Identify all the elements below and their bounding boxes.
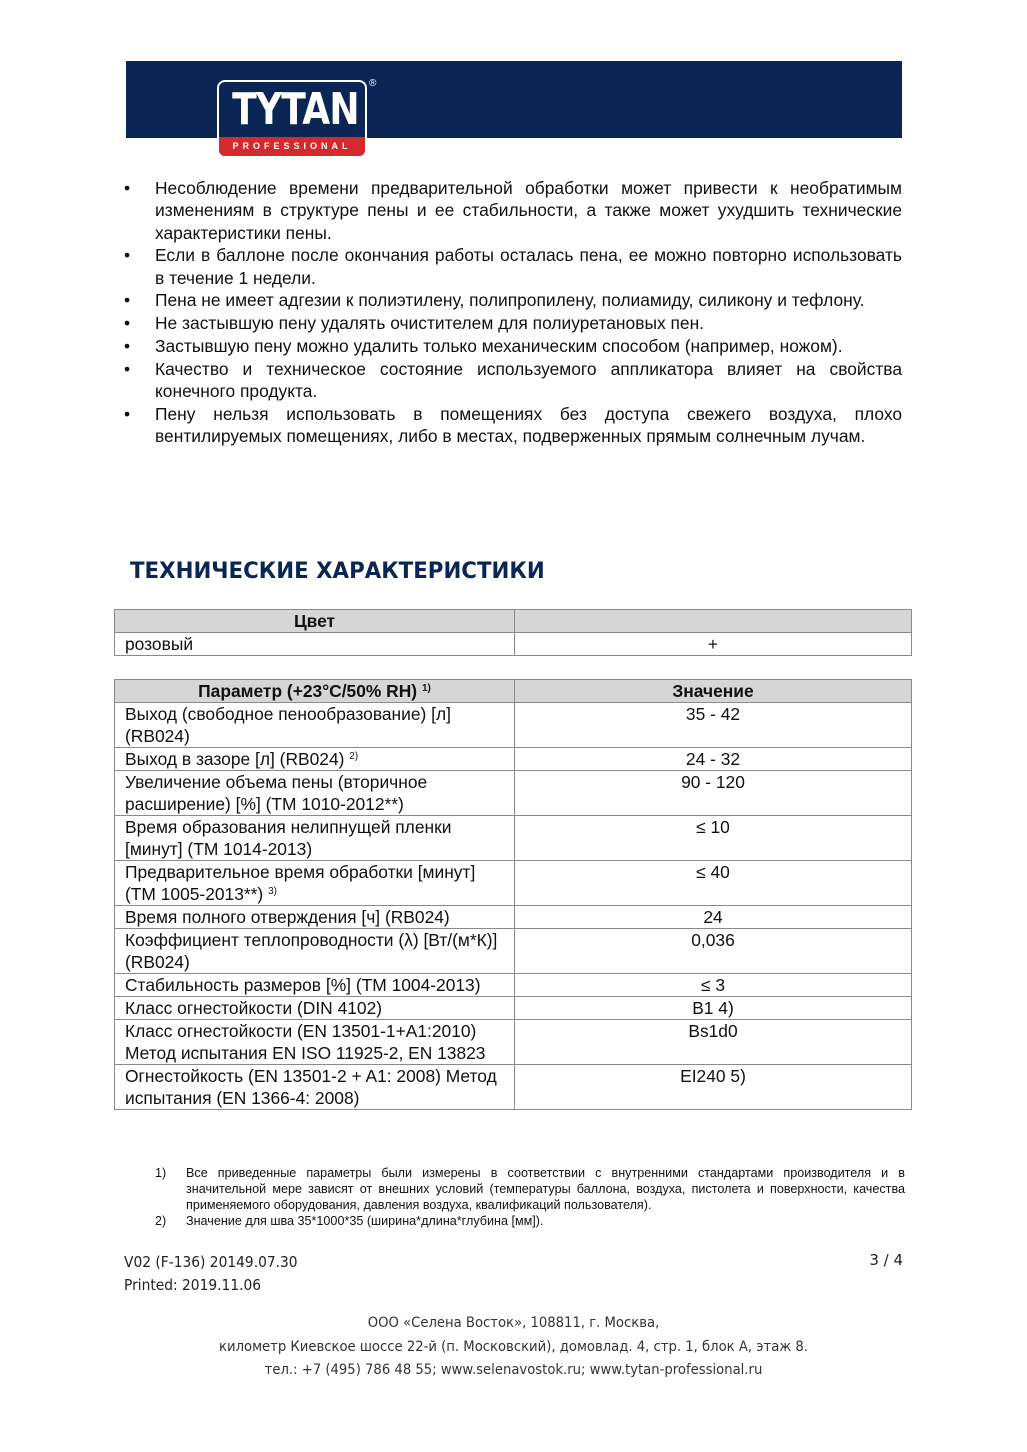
footnote (155, 1213, 905, 1229)
printed-date: Printed: 2019.11.06 (124, 1276, 262, 1294)
table-row (115, 1065, 912, 1110)
list-item-text: Пена не имеет адгезии к полиэтилену, полипропилену, полиамиду, силикону и тефлону. (155, 290, 865, 311)
parameter-cell (115, 771, 515, 816)
list-item-text: Застывшую пену можно удалить только механическим способом (например, ножом). (155, 336, 843, 357)
table-row (115, 633, 912, 656)
notes-list (124, 177, 902, 448)
table-row (115, 748, 912, 771)
color-name-cell: розовый (115, 633, 515, 656)
list-item (124, 177, 902, 244)
table-row (115, 703, 912, 748)
table-row (115, 771, 912, 816)
page-number: 3 / 4 (869, 1251, 903, 1269)
value-cell: Bs1d0 (515, 1020, 912, 1065)
spec-table (114, 679, 912, 1110)
value-cell: 24 (515, 906, 912, 929)
bullet-icon: • (124, 358, 131, 379)
footnote-ref: 2) (349, 751, 359, 762)
company-line: ООО «Селена Восток», 108811, г. Москва, (367, 1315, 660, 1331)
company-line: тел.: +7 (495) 786 48 55; www.selenavostok.ru; www.tytan-professional.ru (264, 1362, 763, 1378)
table-row (115, 816, 912, 861)
column-header-empty (515, 610, 912, 633)
company-line: километр Киевское шоссе 22-й (п. Московский), домовлад. 4, стр. 1, блок А, этаж 8. (219, 1338, 808, 1355)
parameter-text: Коэффициент теплопроводности (λ) [Вт/(м*К)] (RB024) (125, 930, 498, 972)
bullet-icon: • (124, 290, 131, 311)
value-cell: ≤ 40 (515, 861, 912, 906)
table-header-row (115, 680, 912, 703)
list-item (124, 244, 902, 289)
column-header-value: Значение (515, 680, 912, 703)
parameter-cell (115, 703, 515, 748)
table-row (115, 997, 912, 1020)
value-cell: ≤ 10 (515, 816, 912, 861)
spec-table-body (115, 703, 912, 1110)
list-item (124, 403, 902, 448)
footnote-text: Все приведенные параметры были измерены в соответствии с внутренними стандартами производителя и в значительной мере зависят от внешних условий (температуры баллона, воздуха, пистолета и поверхности, качества применяемого оборудования, давления воздуха, квалификаций пользователя). (186, 1166, 905, 1212)
parameter-cell (115, 861, 515, 906)
bullet-icon: • (124, 313, 131, 334)
value-cell: 35 - 42 (515, 703, 912, 748)
parameter-text: Предварительное время обработки [минут] (TM 1005-2013**) (125, 862, 476, 904)
value-cell: 90 - 120 (515, 771, 912, 816)
value-cell: EI240 5) (515, 1065, 912, 1110)
parameter-cell (115, 997, 515, 1020)
company-info (0, 1312, 1027, 1383)
column-header-parameter (115, 680, 515, 703)
bullet-icon: • (124, 178, 131, 198)
list-item-text: Качество и техническое состояние используемого аппликатора влияет на свойства конечного продукта. (155, 358, 902, 402)
value-cell: B1 4) (515, 997, 912, 1020)
section-title: ТЕХНИЧЕСКИЕ ХАРАКТЕРИСТИКИ (130, 559, 545, 584)
parameter-text: Выход в зазоре [л] (RB024) (125, 749, 345, 769)
footnote-number: 1) (155, 1166, 167, 1180)
logo-text: TYTAN (232, 84, 359, 135)
bullet-icon: • (124, 245, 131, 266)
parameter-cell (115, 929, 515, 974)
parameter-cell (115, 816, 515, 861)
parameter-text: Выход (свободное пенообразование) [л] (RB024) (125, 704, 451, 746)
list-item (124, 358, 902, 403)
list-item-text: Пену нельзя использовать в помещениях без доступа свежего воздуха, плохо вентилируемых помещениях, либо в местах, подверженных прямым солнечным лучам. (155, 403, 902, 447)
table-row (115, 1020, 912, 1065)
bullet-icon: • (124, 336, 131, 357)
logo-box (217, 80, 367, 158)
footnotes (155, 1165, 905, 1229)
parameter-text: Время полного отверждения [ч] (RB024) (125, 907, 450, 927)
value-cell: 0,036 (515, 929, 912, 974)
list-item-text: Если в баллоне после окончания работы осталась пена, ее можно повторно использовать в течение 1 недели. (155, 245, 902, 288)
footnote-ref: 3) (268, 886, 277, 897)
value-cell: 24 - 32 (515, 748, 912, 771)
parameter-text: Время образования нелипнущей пленки [минут] (TM 1014-2013) (125, 817, 452, 859)
list-item-text: Несоблюдение времени предварительной обработки может привести к необратимым изменениям в структуре пены и ее стабильности, а также может ухудшить технические характеристики пены. (155, 178, 902, 243)
value-cell: ≤ 3 (515, 974, 912, 997)
table-header-row (115, 610, 912, 633)
parameter-text: Огнестойкость (EN 13501-2 + A1: 2008) Метод испытания (EN 1366-4: 2008) (125, 1066, 497, 1108)
parameter-text: Класс огнестойкости (EN 13501-1+A1:2010) Метод испытания EN ISO 11925-2, EN 13823 (125, 1021, 486, 1063)
column-header-parameter-text: Параметр (+23°C/50% RH) (198, 681, 418, 701)
registered-mark-icon: ® (369, 78, 377, 89)
document-version: V02 (F-136) 20149.07.30 (124, 1253, 298, 1271)
table-row (115, 906, 912, 929)
parameter-cell (115, 748, 515, 771)
document-meta (124, 1251, 298, 1297)
column-header-color: Цвет (115, 610, 515, 633)
list-item (124, 289, 902, 311)
table-row (115, 929, 912, 974)
logo-subtext: PROFESSIONAL (219, 137, 365, 156)
list-item (124, 335, 902, 357)
parameter-cell (115, 1020, 515, 1065)
list-item-text: Не застывшую пену удалять очистителем для полиуретановых пен. (155, 313, 705, 334)
table-row (115, 861, 912, 906)
footnote (155, 1165, 905, 1213)
bullet-icon: • (124, 403, 131, 424)
parameter-cell (115, 1065, 515, 1110)
parameter-cell (115, 906, 515, 929)
footnote-text: Значение для шва 35*1000*35 (ширина*длина*глубина [мм]). (186, 1214, 544, 1228)
color-table (114, 609, 912, 656)
parameter-text: Стабильность размеров [%] (TM 1004-2013) (125, 975, 481, 995)
table-row (115, 974, 912, 997)
tytan-logo (217, 78, 377, 157)
parameter-text: Класс огнестойкости (DIN 4102) (125, 998, 383, 1018)
parameter-text: Увеличение объема пены (вторичное расширение) [%] (TM 1010-2012**) (125, 772, 428, 814)
list-item (124, 312, 902, 334)
footnote-number: 2) (155, 1214, 167, 1228)
footnote-ref: 1) (421, 683, 431, 694)
parameter-cell (115, 974, 515, 997)
color-mark-cell: + (515, 633, 912, 656)
